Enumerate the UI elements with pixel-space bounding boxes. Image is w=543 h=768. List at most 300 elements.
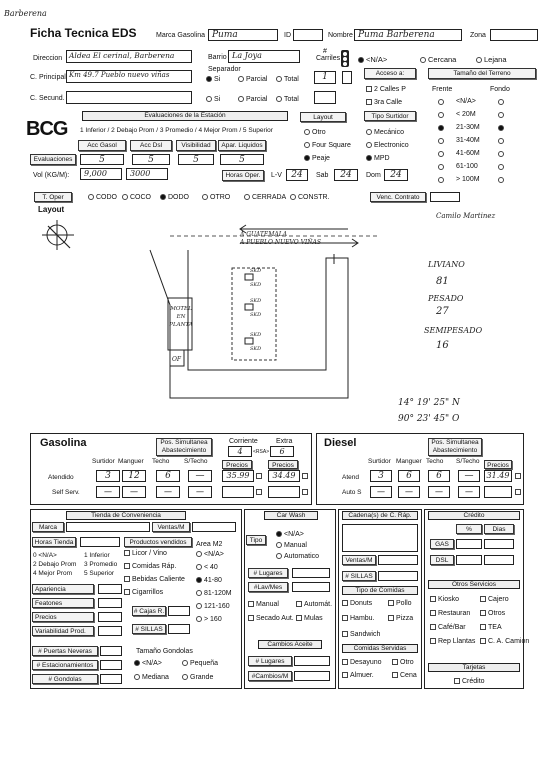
puertas-field[interactable] — [100, 646, 122, 656]
calles-p-check[interactable] — [366, 86, 372, 92]
terreno-option-5: 61-100 — [456, 163, 478, 170]
cw-manual[interactable]: Manual — [276, 542, 307, 549]
servicio-3[interactable] — [480, 610, 505, 617]
toper-button[interactable]: T. Oper — [34, 192, 72, 202]
servida-cena[interactable]: Cena — [392, 672, 417, 679]
tienda-ventas-field[interactable] — [192, 522, 236, 532]
gasolina-title: Gasolina — [40, 437, 87, 449]
semipesado-value: 16 — [436, 340, 449, 351]
cadena-ventas-field[interactable] — [378, 555, 418, 565]
gas-precio2-field-0[interactable] — [222, 486, 254, 498]
dsl-auto-field-3[interactable] — [458, 486, 480, 498]
cw-auto[interactable]: Automatico — [276, 553, 319, 560]
surtidor-electronico-radio[interactable] — [366, 142, 372, 148]
secundaria-field[interactable] — [66, 91, 192, 104]
servicio-4[interactable] — [430, 624, 466, 631]
nombre-field[interactable] — [354, 29, 462, 41]
arrow-label-2: A PUEBLO NUEVO VIÑAS — [240, 239, 321, 246]
cw-extra-secado[interactable]: Secado Aut. — [248, 615, 294, 622]
secundaria-parcial[interactable]: Parcial — [238, 96, 267, 103]
servicio-2-check[interactable] — [430, 610, 436, 616]
horas-oper-button[interactable]: Horas Oper. — [222, 170, 264, 181]
servicio-5[interactable] — [480, 624, 502, 631]
servicio-0-check[interactable] — [430, 596, 436, 602]
carriles-extra-field[interactable] — [342, 71, 352, 84]
terreno-option-6: > 100M — [456, 176, 480, 183]
venc-contrato-button[interactable]: Venc. Contrato — [370, 192, 426, 202]
dsl-auto-value-3: — — [465, 487, 473, 496]
tienda-marca-button[interactable]: Marca — [32, 522, 64, 532]
eval-field-3[interactable] — [220, 154, 264, 165]
estacionamientos-field[interactable] — [100, 660, 122, 670]
evaluaciones-title: Evaluaciones de la Estación — [82, 111, 288, 121]
scale-1: 1 Inferior — [84, 552, 110, 559]
area-option-5[interactable] — [196, 616, 222, 623]
zona-label: Zona — [470, 32, 486, 39]
proximity-na[interactable]: <N/A> — [358, 55, 387, 64]
gas-atendido-field-3[interactable] — [188, 470, 212, 482]
gas-precio2-check-1[interactable] — [302, 489, 308, 495]
compass-icon — [42, 220, 74, 250]
servicio-1-check[interactable] — [480, 596, 486, 602]
credito-gas-pct[interactable] — [456, 539, 482, 549]
carriles-field[interactable] — [314, 71, 336, 84]
eval-field-2[interactable] — [178, 154, 214, 165]
frente-radio-1[interactable] — [438, 112, 444, 118]
servicio-7[interactable] — [480, 638, 529, 645]
toper-codo-radio[interactable] — [88, 194, 94, 200]
fondo-radio-5[interactable] — [498, 164, 504, 170]
cadena-sillas-field[interactable] — [378, 571, 418, 581]
proximity-lejana-radio[interactable] — [476, 57, 482, 63]
fondo-radio-2[interactable] — [498, 125, 504, 131]
servicio-5-check[interactable] — [480, 624, 486, 630]
dsl-col-1: Manguer — [396, 458, 422, 465]
area-option-1-radio[interactable] — [196, 564, 202, 570]
comida-donuts[interactable]: Donuts — [342, 600, 372, 607]
toper-otro[interactable] — [202, 194, 230, 201]
servicio-3-text: Otros — [488, 610, 506, 617]
producto-0-check[interactable] — [124, 550, 130, 556]
area-option-3[interactable] — [196, 590, 232, 597]
cw-extra-auto-check[interactable] — [296, 601, 302, 607]
area-option-1-text: < 40 — [204, 564, 218, 571]
layout-otro-radio[interactable] — [304, 129, 310, 135]
eval-button-0[interactable]: Acc Gasol — [78, 140, 126, 151]
cambios-lugares-button[interactable]: # Lugares — [248, 656, 292, 666]
tercera-calle[interactable]: 3ra Calle — [366, 99, 402, 106]
vol-value-1: 9,000 — [84, 169, 107, 178]
gas-precio-field-1[interactable] — [268, 470, 300, 482]
servicio-2[interactable] — [430, 610, 470, 617]
producto-3[interactable] — [124, 589, 163, 596]
surtidor-mpd-radio[interactable] — [366, 155, 372, 161]
dsl-precios-button[interactable]: Precios — [484, 460, 512, 469]
horas-lv-field[interactable] — [286, 169, 308, 181]
credito-dsl-button[interactable]: DSL — [430, 555, 454, 565]
servida-almuerzo-check[interactable] — [342, 672, 348, 678]
gas-precio2-field-1[interactable] — [268, 486, 300, 498]
cambios-count-button[interactable]: #Cambios/M — [248, 671, 292, 681]
gas-self-field-1[interactable] — [122, 486, 146, 498]
cajas-button[interactable]: # Cajas R. — [133, 608, 165, 615]
dsl-atend-field-3[interactable] — [458, 470, 480, 482]
servicio-7-check[interactable] — [480, 638, 486, 644]
gas-self-value-3: — — [196, 487, 204, 496]
tienda-eval-2[interactable]: Precios — [32, 612, 94, 622]
productos-button[interactable]: Productos vendidos — [124, 537, 192, 547]
cw-extra-secado-check[interactable] — [248, 615, 254, 621]
tienda-eval-field-3[interactable] — [98, 626, 122, 636]
producto-3-check[interactable] — [124, 589, 130, 595]
servicio-4-check[interactable] — [430, 624, 436, 630]
gas-precios-button-1[interactable]: Precios — [222, 460, 252, 469]
vol-label: Vol (KG/M): — [33, 172, 70, 179]
servida-cena-check[interactable] — [392, 672, 398, 678]
barrio-field[interactable] — [228, 50, 300, 63]
tienda-eval-field-0[interactable] — [98, 584, 122, 594]
area-option-5-radio[interactable] — [196, 616, 202, 622]
tarjeta-credito[interactable]: Crédito — [454, 678, 485, 685]
surtidor-electronico[interactable]: Electronico — [366, 142, 409, 149]
toper-constr-text: CONSTR. — [298, 194, 330, 201]
dsl-auto-value-2: — — [435, 487, 443, 496]
credito-dsl-dias[interactable] — [484, 555, 514, 565]
dsl-auto-field-2[interactable] — [428, 486, 450, 498]
servida-desayuno-check[interactable] — [342, 659, 348, 665]
cw-lavmes-field[interactable] — [292, 582, 330, 592]
eval-field-1[interactable] — [132, 154, 170, 165]
area-option-3-text: 81-120M — [204, 590, 232, 597]
vol-field-1[interactable] — [80, 168, 122, 180]
frente-radio-5[interactable] — [438, 164, 444, 170]
cadena-ventas-button[interactable]: Ventas/M — [342, 555, 376, 565]
arrow-label-1: A GUATEMALA — [240, 231, 288, 238]
puertas-button[interactable]: # Puertas Neveras — [32, 646, 98, 656]
marca-field[interactable] — [208, 29, 278, 41]
credito-dsl-pct[interactable] — [456, 555, 482, 565]
toper-coco-radio[interactable] — [122, 194, 128, 200]
tienda-eval-3[interactable]: Variabilidad Prod. — [32, 626, 94, 636]
dsl-precio2-field[interactable] — [484, 486, 512, 498]
gondolas-field[interactable] — [100, 674, 122, 684]
proximity-na-radio[interactable] — [358, 57, 364, 63]
tg-grande[interactable]: Grande — [182, 674, 213, 681]
comida-pizza-check[interactable] — [388, 615, 394, 621]
cambios-lugares-field[interactable] — [294, 656, 330, 666]
credito-pct-button[interactable]: % — [456, 524, 482, 534]
extra-field[interactable] — [270, 446, 294, 457]
area-option-4-radio[interactable] — [196, 603, 202, 609]
eval-value-1: 5 — [148, 155, 154, 165]
cw-lavmes-button[interactable]: #Lav/Mes — [248, 582, 288, 592]
principal-si[interactable]: Si — [206, 76, 220, 83]
gas-precio-field-0[interactable] — [222, 470, 254, 482]
producto-1-check[interactable] — [124, 563, 130, 569]
credito-dias-button[interactable]: Dias — [484, 524, 514, 534]
frente-radio-0[interactable] — [438, 99, 444, 105]
fondo-radio-3[interactable] — [498, 138, 504, 144]
dsl-precio-check[interactable] — [515, 473, 521, 479]
fondo-radio-1[interactable] — [498, 112, 504, 118]
servicio-1[interactable] — [480, 596, 509, 603]
dsl-auto-field-0[interactable] — [370, 486, 392, 498]
secundaria-total[interactable]: Total — [276, 96, 299, 103]
tienda-eval-field-1[interactable] — [98, 598, 122, 608]
tienda-eval-1[interactable]: Featones — [32, 598, 94, 608]
cadena-sillas-button[interactable]: # SILLAS — [342, 571, 376, 581]
comida-sandwich-check[interactable] — [342, 631, 348, 637]
comida-hambu[interactable]: Hambu. — [342, 615, 375, 622]
tienda-ventas-button[interactable]: Ventas/M — [152, 522, 190, 532]
gas-self-value-0: — — [104, 487, 112, 496]
servicio-5-text: TEA — [488, 624, 502, 631]
fondo-radio-6[interactable] — [498, 177, 504, 183]
toper-dodo[interactable] — [160, 194, 189, 201]
area-option-2[interactable] — [196, 577, 222, 584]
tg-pequena-radio[interactable] — [182, 660, 188, 666]
comida-sandwich[interactable]: Sandwich — [342, 631, 380, 638]
surtidor-mecanico-radio[interactable] — [366, 129, 372, 135]
gas-atendido-field-2[interactable] — [156, 470, 180, 482]
gas-precio-check-1[interactable] — [302, 473, 308, 479]
tarjeta-credito-check[interactable] — [454, 678, 460, 684]
barrio-label: Barrio — [208, 54, 227, 61]
producto-0[interactable] — [124, 550, 167, 557]
comida-pollo[interactable]: Pollo — [388, 600, 412, 607]
servicio-2-text: Restauran — [438, 610, 471, 617]
diesel-pos-sim-button[interactable]: Pos. Simultanea Abastecimiento — [428, 438, 482, 456]
servicio-0-text: Kiosko — [438, 596, 460, 603]
frente-radio-6[interactable] — [438, 177, 444, 183]
horas-tienda-field[interactable] — [80, 537, 120, 547]
tarjetas-title: Tarjetas — [428, 663, 520, 672]
cambios-aceite-title: Cambios Aceite — [258, 640, 322, 649]
corner-note: Barberena — [4, 9, 47, 18]
direccion-field[interactable] — [66, 50, 192, 63]
area-option-2-radio[interactable] — [196, 577, 202, 583]
servicio-6-check[interactable] — [430, 638, 436, 644]
eval-value-2: 5 — [193, 155, 199, 165]
surtidor-mpd[interactable]: MPD — [366, 155, 390, 162]
layout-button[interactable]: Layout — [300, 112, 346, 122]
fondo-radio-4[interactable] — [498, 151, 504, 157]
dsl-atend-field-0[interactable] — [370, 470, 392, 482]
eval-field-0[interactable] — [80, 154, 124, 165]
comida-donuts-check[interactable] — [342, 600, 348, 606]
area-option-1[interactable] — [196, 564, 218, 571]
cw-extra-mulas[interactable]: Mulas — [296, 615, 323, 622]
cambios-count-field[interactable] — [294, 671, 330, 681]
tamano-gondolas-label: Tamaño Gondolas — [136, 648, 193, 655]
toper-constr-radio[interactable] — [290, 194, 296, 200]
eval-button-1[interactable]: Acc Dsl — [130, 140, 172, 151]
tg-grande-radio[interactable] — [182, 674, 188, 680]
layout-peaje[interactable]: Peaje — [304, 155, 330, 162]
acceso-button[interactable]: Acceso a: — [364, 68, 416, 79]
zona-field[interactable] — [490, 29, 538, 41]
principal-si-radio[interactable] — [206, 76, 212, 82]
tg-mediana-radio[interactable] — [134, 674, 140, 680]
calles-p[interactable]: 2 Calles P — [366, 86, 406, 93]
proximity-lejana[interactable]: Lejana — [476, 55, 507, 64]
horas-dom-field[interactable] — [384, 169, 408, 181]
secundaria-si[interactable]: Si — [206, 96, 220, 103]
cw-auto-radio[interactable] — [276, 553, 282, 559]
sillas-button[interactable]: # SILLAS — [132, 624, 166, 634]
dsl-auto-field-1[interactable] — [398, 486, 420, 498]
gas-precios-button-2[interactable]: Precios — [268, 460, 298, 469]
tercera-calle-check[interactable] — [366, 99, 372, 105]
toper-coco[interactable] — [122, 194, 151, 201]
cw-extra-auto[interactable]: Automát. — [296, 601, 332, 608]
tienda-eval-field-2[interactable] — [98, 612, 122, 622]
venc-contrato-field[interactable] — [430, 192, 460, 202]
disp-label-4: SKD — [250, 312, 262, 318]
cw-extra-mulas-check[interactable] — [296, 615, 302, 621]
toper-constr[interactable] — [290, 194, 330, 201]
gas-precio-check-0[interactable] — [256, 473, 262, 479]
cw-lugares-button[interactable]: # Lugares — [248, 568, 288, 578]
horas-tienda-button[interactable]: Horas Tienda — [32, 537, 76, 547]
frente-radio-4[interactable] — [438, 151, 444, 157]
servicio-3-check[interactable] — [480, 610, 486, 616]
servida-almuerzo[interactable]: Almuer. — [342, 672, 374, 679]
gas-precio2-check-0[interactable] — [256, 489, 262, 495]
fondo-radio-0[interactable] — [498, 99, 504, 105]
comida-hambu-check[interactable] — [342, 615, 348, 621]
principal-parcial[interactable]: Parcial — [238, 76, 267, 83]
frente-label: Frente — [432, 86, 453, 93]
dsl-precio2-check[interactable] — [515, 489, 521, 495]
sillas-field[interactable] — [168, 624, 190, 634]
tienda-marca-field[interactable] — [66, 522, 150, 532]
gas-atendido-value-1: 12 — [128, 471, 140, 481]
layout-four-square[interactable]: Four Square — [304, 142, 351, 149]
scale-2: 2 Debajo Prom — [33, 561, 77, 568]
credito-gas-button[interactable]: GAS — [430, 539, 454, 549]
toper-cerrada[interactable] — [244, 194, 286, 201]
gas-self-field-2[interactable] — [156, 486, 180, 498]
area-option-0-radio[interactable] — [196, 551, 202, 557]
gas-atendido-field-0[interactable] — [96, 470, 120, 482]
secundaria-carriles-field[interactable] — [314, 91, 336, 104]
dsl-auto-label: Auto S — [342, 489, 362, 496]
tg-na-radio[interactable] — [134, 660, 140, 666]
disp-label-3: SKD — [250, 298, 262, 304]
producto-1[interactable] — [124, 563, 176, 570]
area-option-3-radio[interactable] — [196, 590, 202, 596]
dsl-atend-value-2: 6 — [436, 471, 442, 481]
proximity-cercana-radio[interactable] — [420, 57, 426, 63]
horas-dom-label: Dom — [366, 172, 381, 179]
servida-otro-check[interactable] — [392, 659, 398, 665]
toper-dodo-radio[interactable] — [160, 194, 166, 200]
disp-label-1: SKD — [250, 268, 262, 274]
gas-atendido-field-1[interactable] — [122, 470, 146, 482]
secundaria-parcial-radio[interactable] — [238, 96, 244, 102]
direccion-label: Direccion — [33, 55, 63, 62]
credito-gas-dias[interactable] — [484, 539, 514, 549]
eval-button-2[interactable]: Visibilidad — [176, 140, 216, 151]
area-option-0[interactable] — [196, 551, 224, 558]
frente-radio-2[interactable] — [438, 125, 444, 131]
tg-mediana[interactable]: Mediana — [134, 674, 169, 681]
scale-0: 0 <N/A> — [33, 552, 57, 559]
cw-na[interactable]: <N/A> — [276, 531, 304, 538]
cw-manual-radio[interactable] — [276, 542, 282, 548]
evaluaciones-row-button[interactable]: Evaluaciones — [30, 154, 76, 165]
servicio-6[interactable] — [430, 638, 475, 645]
layout-peaje-radio[interactable] — [304, 155, 310, 161]
secundaria-total-radio[interactable] — [276, 96, 282, 102]
dsl-atend-field-2[interactable] — [428, 470, 450, 482]
principal-total[interactable]: Total — [276, 76, 299, 83]
frente-radio-3[interactable] — [438, 138, 444, 144]
eval-button-3[interactable]: Apar. Liquidos — [218, 140, 266, 151]
tamano-terreno-button[interactable]: Tamaño del Terreno — [428, 68, 536, 79]
area-option-4[interactable] — [196, 603, 230, 610]
tipo-surtidor-button[interactable]: Tipo Surtidor — [364, 111, 416, 121]
comida-pizza[interactable]: Pizza — [388, 615, 413, 622]
gasolina-pos-sim-button[interactable]: Pos. Simultanea Abastecimiento — [156, 438, 212, 456]
gas-col-1: Manguer — [118, 458, 144, 465]
toper-cerrada-radio[interactable] — [244, 194, 250, 200]
cw-extra-manual-check[interactable] — [248, 601, 254, 607]
gas-self-field-3[interactable] — [188, 486, 212, 498]
estacionamientos-button[interactable]: # Estacionamientos — [32, 660, 98, 670]
id-field[interactable] — [293, 29, 323, 41]
tg-na[interactable]: <N/A> — [134, 660, 162, 667]
gas-atendido-value-2: 6 — [165, 471, 171, 481]
tienda-eval-0[interactable]: Apariencia — [32, 584, 94, 594]
comida-pollo-check[interactable] — [388, 600, 394, 606]
layout-four-square-radio[interactable] — [304, 142, 310, 148]
servida-desayuno[interactable]: Desayuno — [342, 659, 382, 666]
cw-lugares-field[interactable] — [292, 568, 330, 578]
sketch-author: Camilo Martinez — [436, 212, 496, 220]
cw-extra-manual[interactable]: Manual — [248, 601, 279, 608]
vol-field-2[interactable] — [126, 168, 168, 180]
dsl-atend-field-1[interactable] — [398, 470, 420, 482]
toper-codo[interactable] — [88, 194, 117, 201]
proximity-cercana[interactable]: Cercana — [420, 55, 456, 64]
traffic-light-icon — [340, 50, 350, 67]
dsl-precio-field[interactable] — [484, 470, 512, 482]
servicio-0[interactable] — [430, 596, 459, 603]
producto-2[interactable] — [124, 576, 185, 583]
producto-2-check[interactable] — [124, 576, 130, 582]
surtidor-mecanico[interactable]: Mecánico — [366, 129, 404, 136]
gas-col-2: Techo — [152, 458, 170, 465]
cw-na-radio[interactable] — [276, 531, 282, 537]
principal-parcial-radio[interactable] — [238, 76, 244, 82]
horas-sab-field[interactable] — [334, 169, 358, 181]
principal-total-radio[interactable] — [276, 76, 282, 82]
gondolas-button[interactable]: # Gondolas — [32, 674, 98, 684]
cadena-field[interactable] — [342, 524, 418, 552]
principal-field[interactable] — [66, 70, 192, 83]
cajas-field[interactable] — [168, 606, 190, 616]
layout-otro[interactable]: Otro — [304, 129, 326, 136]
secundaria-si-radio[interactable] — [206, 96, 212, 102]
tg-pequena[interactable]: Pequeña — [182, 660, 218, 667]
servida-otro[interactable]: Otro — [392, 659, 414, 666]
gas-self-field-0[interactable] — [96, 486, 120, 498]
toper-otro-radio[interactable] — [202, 194, 208, 200]
carwash-tipo-button[interactable]: Tipo — [246, 535, 266, 545]
corriente-field[interactable] — [228, 446, 252, 457]
